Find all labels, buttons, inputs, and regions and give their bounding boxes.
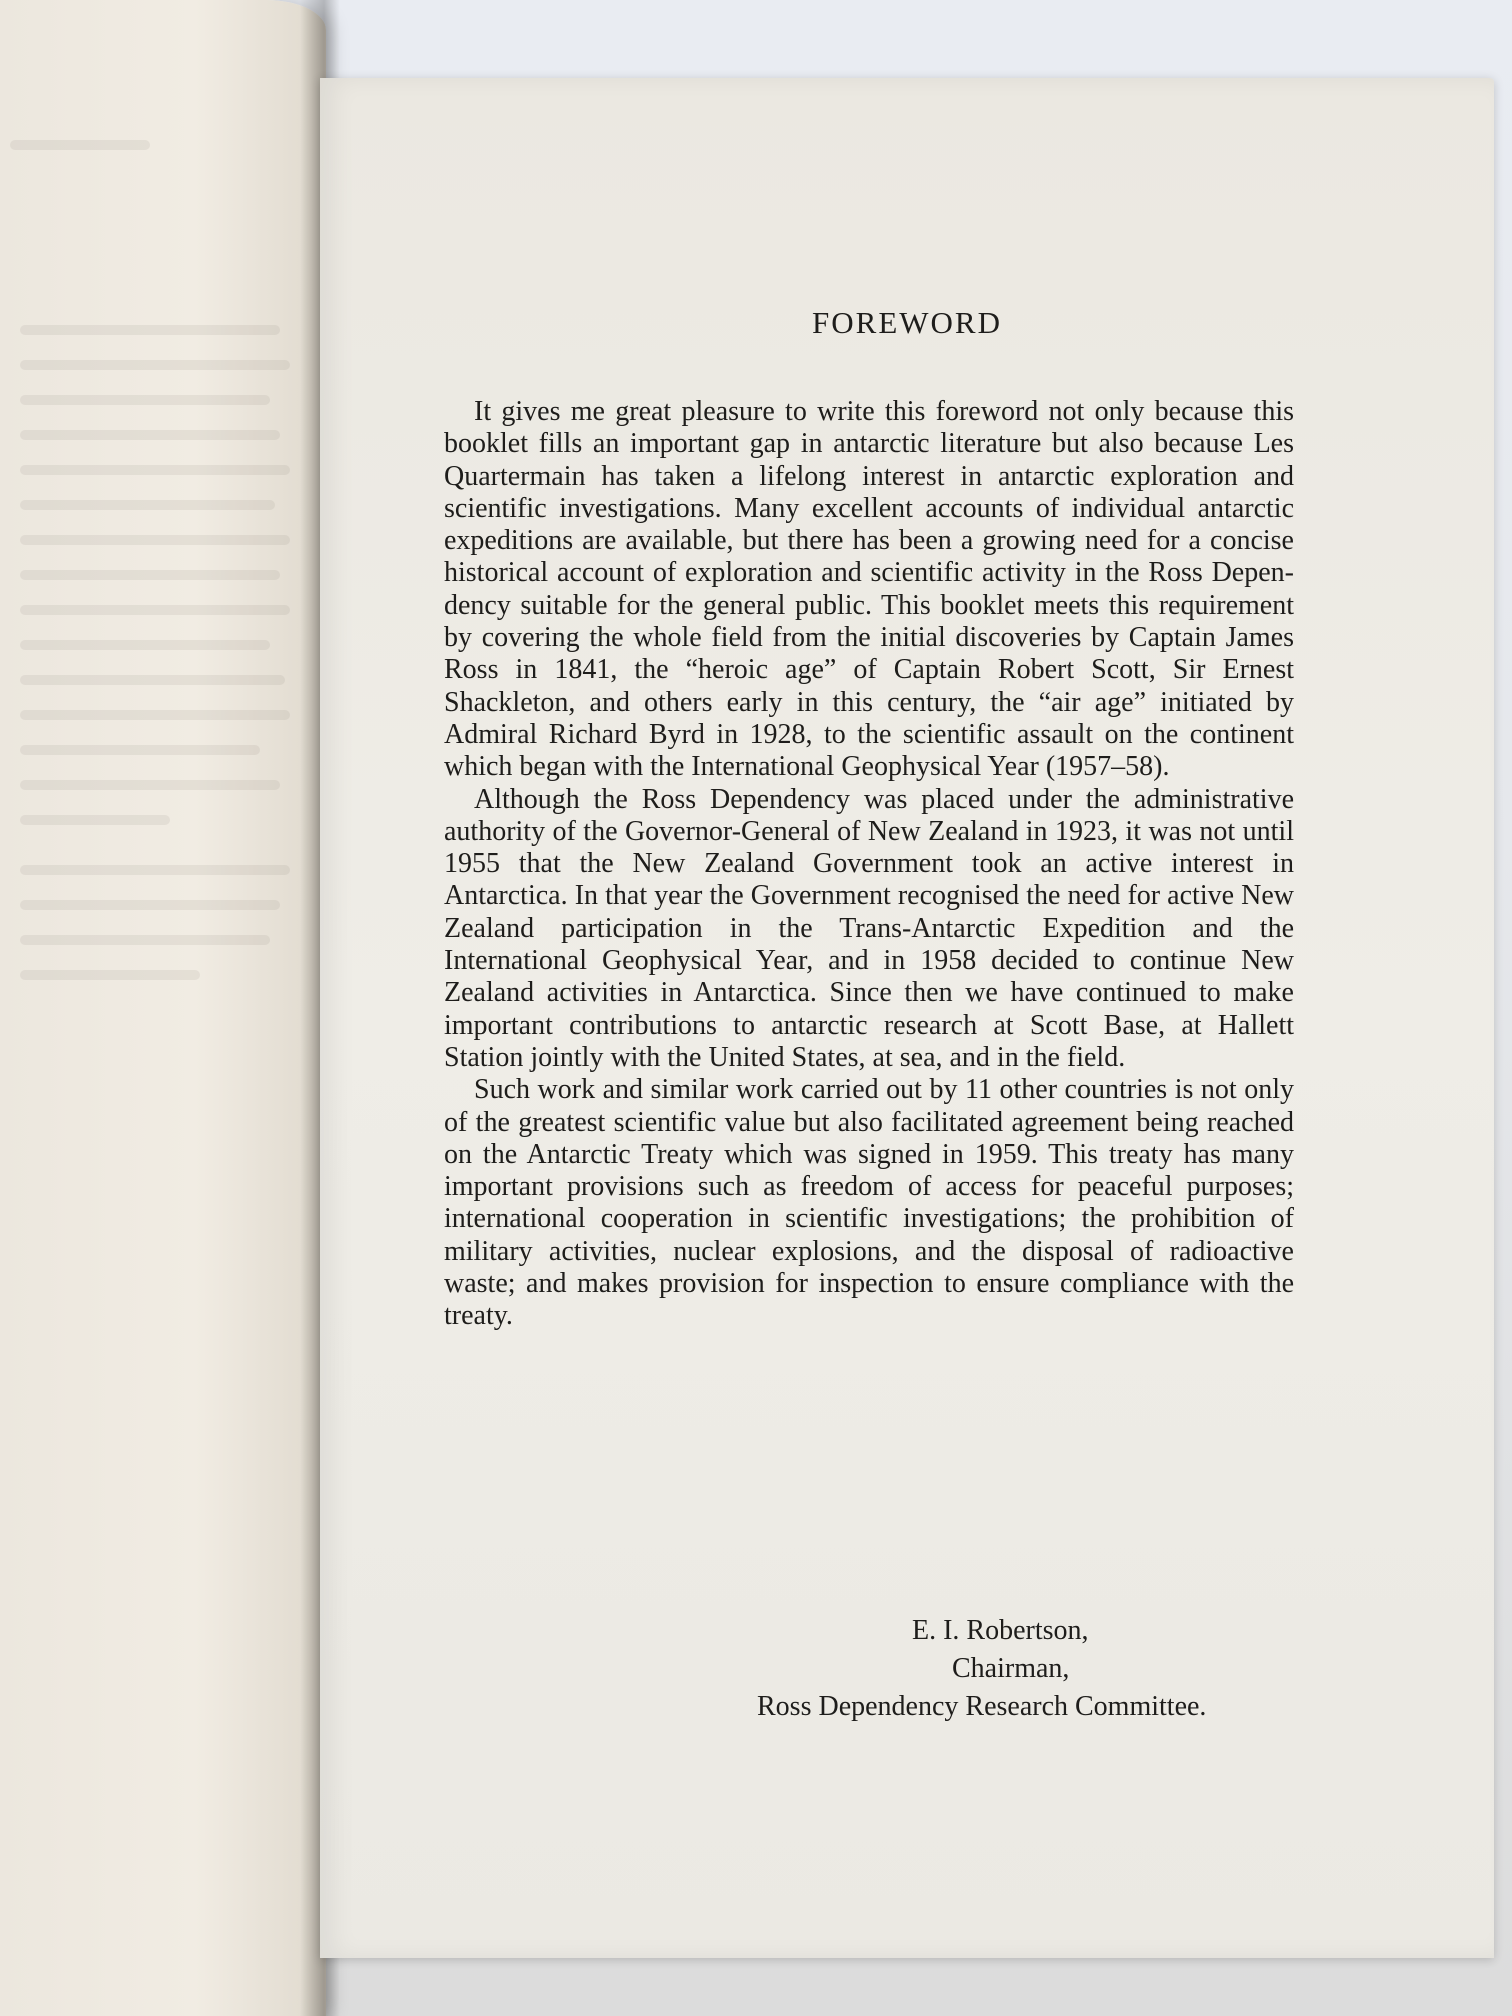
show-through-text <box>20 325 280 335</box>
paragraph-2: Although the Ross Dependency was placed under the administrative authority of the Governor-General of New Zealand in 1923, it was not until 1955 that the New Zealand Government took an active interest in Antarctica. In that year the Government recognised the need for active New Zealand participation in the Trans-Antarctic Expedition and the International Geophysical Year, and in 1958 decided to continue New Zealand activities in Antarctica. Since then we have continued to make important contributions to antarctic research at Scott Base, at Hallett Station jointly with the United States, at sea, and in the field. <box>444 783 1294 1073</box>
show-through-text <box>20 675 285 685</box>
foreword-page <box>320 78 1494 1958</box>
signatory-name: E. I. Robertson, <box>912 1615 1089 1646</box>
show-through-text <box>20 745 260 755</box>
show-through-text <box>20 570 280 580</box>
signatory-organization: Ross Dependency Research Committee. <box>757 1691 1207 1722</box>
show-through-text <box>20 430 280 440</box>
show-through-text <box>20 865 290 875</box>
foreword-body <box>444 396 1294 1333</box>
signature-block <box>320 1612 1286 1726</box>
show-through-text <box>20 815 170 825</box>
signatory-role: Chairman, <box>952 1653 1070 1684</box>
show-through-text <box>20 500 275 510</box>
show-through-text <box>20 465 290 475</box>
show-through-text <box>20 935 270 945</box>
show-through-text <box>20 360 290 370</box>
show-through-text <box>20 710 290 720</box>
show-through-text <box>20 970 200 980</box>
page-title: FOREWORD <box>812 305 1002 340</box>
show-through-text <box>20 605 290 615</box>
paragraph-1: It gives me great pleasure to write this foreword not only because this booklet fills an important gap in antarctic literature but also because Les Quartermain has taken a lifelong interest in antarctic exploration and scientific investigations. Many excellent accounts of individual antarctic expeditions are available, but there has been a growing need for a concise historical account of exploration and scientific activity in the Ross Dependency suitable for the general public. This booklet meets this requirement by covering the whole field from the initial discoveries by Captain James Ross in 1841, the “heroic age” of Captain Robert Scott, Sir Ernest Shackleton, and others early in this century, the “air age” initiated by Admiral Richard Byrd in 1928, to the scientific assault on the continent which began with the International Geophysical Year (1957–58). <box>444 396 1294 783</box>
show-through-text <box>20 535 290 545</box>
show-through-text <box>20 395 270 405</box>
left-facing-page <box>0 0 326 2016</box>
show-through-text <box>20 780 280 790</box>
show-through-text <box>20 640 270 650</box>
paragraph-3: Such work and similar work carried out by 11 other countries is not only of the greatest scientific value but also facilitated agreement being reached on the Antarctic Treaty which was signed in 1959. This treaty has many important provisions such as freedom of access for peaceful purposes; international cooperation in scientific investigations; the prohibition of military activities, nuclear explosions, and the disposal of radioactive waste; and makes provision for inspection to ensure compliance with the treaty. <box>444 1074 1294 1332</box>
show-through-text <box>10 140 150 150</box>
show-through-text <box>20 900 280 910</box>
